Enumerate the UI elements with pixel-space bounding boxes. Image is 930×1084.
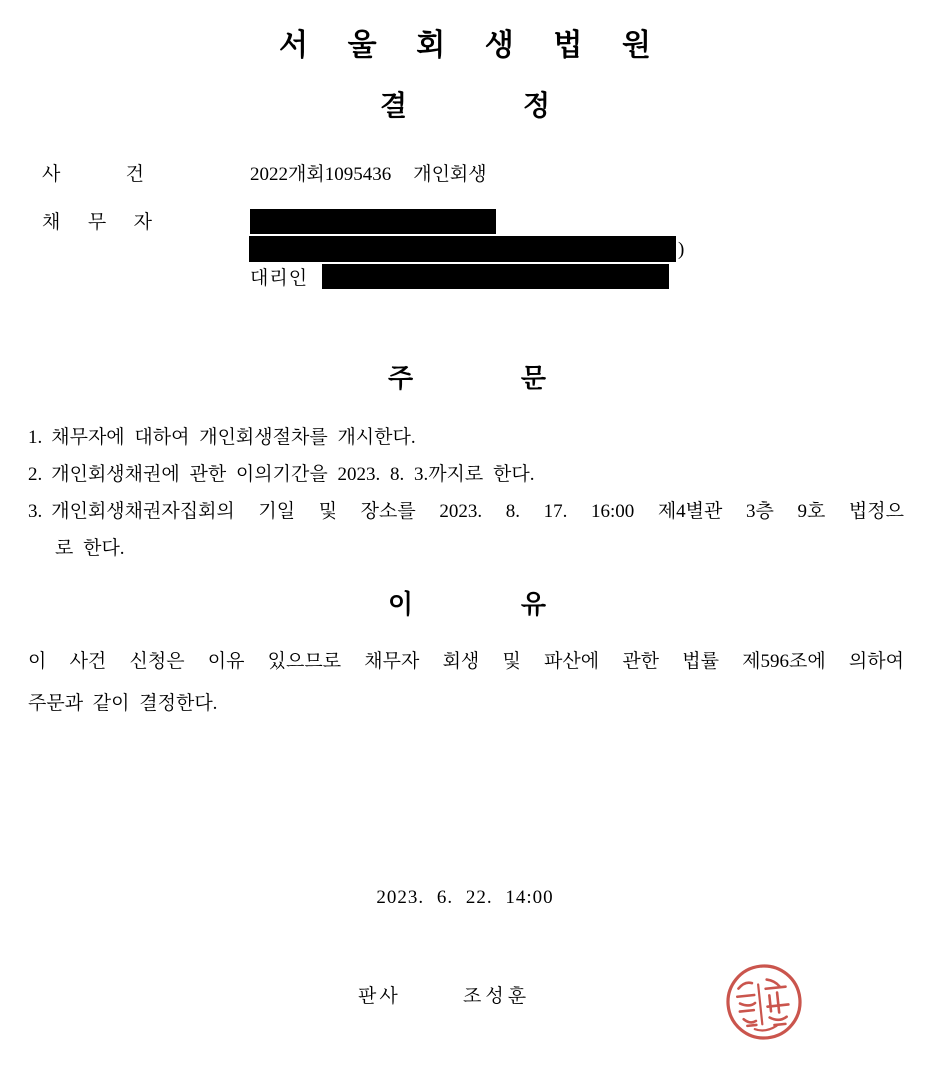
judge-name: 조성훈 [463, 986, 531, 1007]
decision-datetime: 2023. 6. 22. 14:00 [376, 887, 554, 908]
judge-seal-stamp-icon [722, 958, 806, 1046]
document-title: 결 정 [380, 90, 550, 121]
reason-paragraph [28, 641, 904, 725]
debtor-label: 채 무 자 [42, 212, 152, 233]
reason-line-1: 이 사건 신청은 이유 있으므로 채무자 회생 및 파산에 관한 법률 제596조에 의하여 [28, 651, 904, 672]
redaction-debtor-name [250, 209, 496, 234]
order-item-text: 개인회생채권에 관한 이의기간을 2023. 8. 3.까지로 한다. [51, 464, 535, 485]
redaction-agent-name [322, 264, 669, 289]
reason-line-2: 주문과 같이 결정한다. [28, 693, 218, 714]
order-item-number: 2. [28, 464, 43, 485]
order-item-2 [28, 456, 904, 493]
order-item-1 [28, 419, 904, 456]
reason-section-heading: 이 유 [388, 589, 546, 619]
judge-label: 판사 [358, 986, 401, 1007]
redaction-debtor-detail [249, 236, 676, 262]
order-list [28, 419, 904, 567]
order-item-3 [28, 493, 904, 567]
closing-paren: ) [678, 239, 685, 260]
court-name-title: 서 울 회 생 법 원 [279, 29, 651, 62]
order-section-heading: 주 문 [388, 363, 546, 393]
order-item-continuation: 로 한다. [55, 538, 125, 559]
case-label: 사 건 [42, 164, 144, 185]
case-value [250, 159, 487, 186]
case-number: 2022개회1095436 [250, 164, 392, 185]
agent-label: 대리인 [250, 268, 309, 289]
order-item-text: 채무자에 대하여 개인회생절차를 개시한다. [51, 427, 416, 448]
order-item-number: 1. [28, 427, 43, 448]
case-type: 개인회생 [413, 164, 487, 185]
order-item-number: 3. [28, 501, 43, 522]
order-item-text: 개인회생채권자집회의 기일 및 장소를 2023. 8. 17. 16:00 제4별관 3층 9호 법정으 [51, 501, 904, 522]
